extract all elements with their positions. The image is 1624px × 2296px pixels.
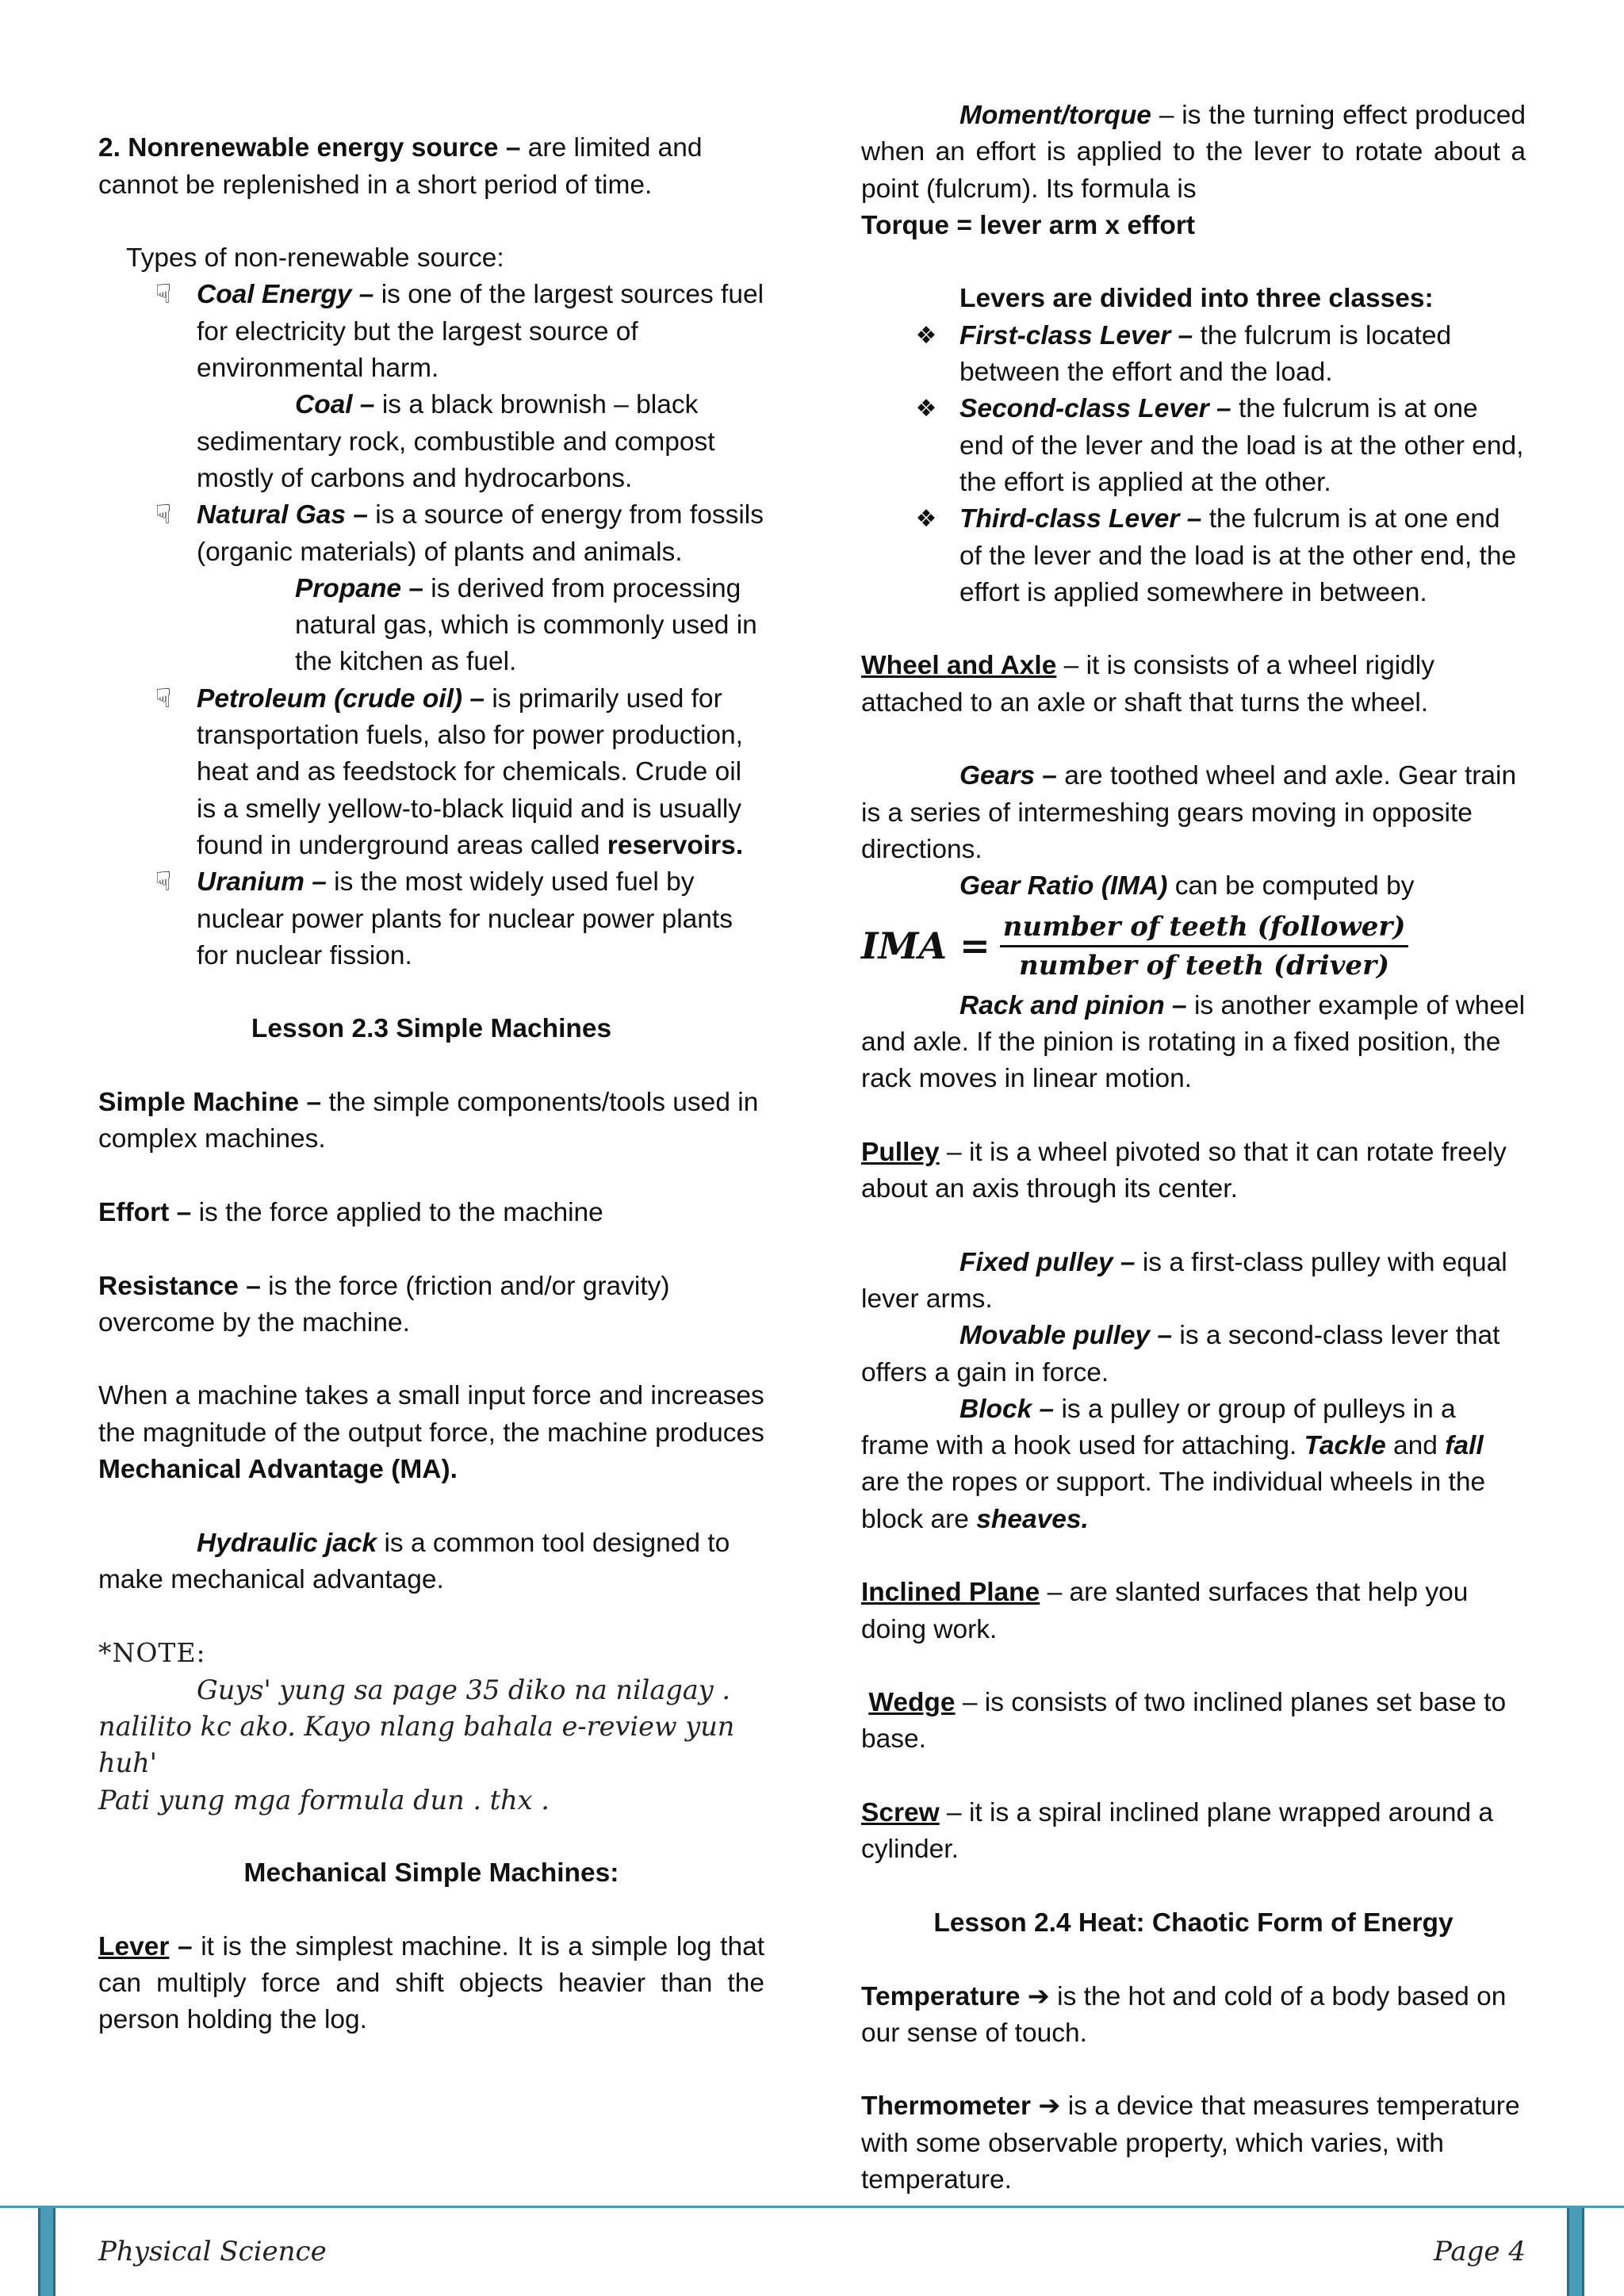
coal-subdefinition: Coal – is a black brownish – black sedimentary rock, combustible and compost mostly of carbons and hydrocarbons. — [197, 390, 715, 493]
list-item-third-class-lever: ❖ Third-class Lever – the fulcrum is at one end of the lever and the load is at the other end, the effort is applied somewhere in between. — [861, 501, 1526, 611]
left-column — [98, 94, 764, 2039]
wheel-and-axle-definition: Wheel and Axle – it is consists of a wheel rigidly attached to an axle or shaft that turns the wheel. — [861, 651, 1434, 718]
right-arrow-icon: ➔ — [1027, 1981, 1050, 2011]
torque-definition: Moment/torque – is the turning effect produced when an effort is applied to the lever to rotate about a point (fulcrum). Its formula is — [861, 101, 1526, 204]
footer-right-bar — [1567, 2208, 1584, 2296]
equation-fraction — [1000, 909, 1409, 984]
note-line-1: Guys' yung sa page 35 diko na nilagay . — [197, 1674, 730, 1705]
pointing-hand-icon: ☟ — [155, 500, 172, 530]
mechanical-simple-machines-heading: Mechanical Simple Machines: — [243, 1858, 619, 1888]
block-definition: Block – is a pulley or group of pulleys in a frame with a hook used for attaching. Tackle and fall are the ropes or support. The individual wheels in the block are sheaves. — [861, 1394, 1486, 1534]
propane-subdefinition: Propane – is derived from processing natural gas, which is commonly used in the kitchen as fuel. — [295, 573, 757, 677]
fixed-pulley-definition: Fixed pulley – is a first-class pulley with equal lever arms. — [861, 1247, 1507, 1314]
inclined-plane-definition: Inclined Plane – are slanted surfaces that help you doing work. — [861, 1578, 1469, 1644]
hydraulic-jack-paragraph: Hydraulic jack is a common tool designed to make mechanical advantage. — [98, 1528, 730, 1594]
movable-pulley-definition: Movable pulley – is a second-class lever that offers a gain in force. — [861, 1321, 1500, 1387]
list-item-uranium: ☟ Uranium – is the most widely used fuel by nuclear power plants for nuclear power plants for nuclear fission. — [98, 864, 764, 974]
pointing-hand-icon: ☟ — [155, 867, 172, 897]
right-arrow-icon: ➔ — [1038, 2091, 1061, 2122]
list-item-second-class-lever: ❖ Second-class Lever – the fulcrum is at one end of the lever and the load is at the other end, the effort is applied at the other. — [861, 391, 1526, 501]
resistance-definition: Resistance – is the force (friction and/or gravity) overcome by the machine. — [98, 1271, 670, 1337]
torque-formula: Torque = lever arm x effort — [861, 210, 1196, 240]
mechanical-advantage-paragraph: When a machine takes a small input force and increases the magnitude of the output force, the machine produces Mechanical Advantage (MA). — [98, 1381, 764, 1484]
lever-classes-heading: Levers are divided into three classes: — [959, 284, 1434, 314]
thermometer-definition: Thermometer ➔ is a device that measures temperature with some observable property, which varies, with temperature. — [861, 2091, 1520, 2195]
note-label: *NOTE: — [98, 1637, 206, 1669]
nonrenewable-definition: 2. Nonrenewable energy source – are limited and cannot be replenished in a short period of time. — [98, 133, 703, 200]
pointing-hand-icon: ☟ — [155, 280, 172, 310]
four-diamond-bullet-icon: ❖ — [915, 322, 937, 349]
list-item-petroleum: ☟ Petroleum (crude oil) – is primarily used for transportation fuels, also for power production, heat and as feedstock for chemicals. Crude oil is a smelly yellow-to-black liquid and is usually found in underground areas called reservoirs. — [98, 681, 764, 864]
simple-machine-definition: Simple Machine – the simple components/tools used in complex machines. — [98, 1088, 759, 1154]
list-item-natural-gas: ☟ Natural Gas – is a source of energy from fossils (organic materials) of plants and animals. — [98, 497, 764, 571]
right-column — [861, 98, 1526, 2198]
pointing-hand-icon: ☟ — [155, 683, 172, 714]
footer-left-bar — [38, 2208, 56, 2296]
screw-definition: Screw – it is a spiral inclined plane wrapped around a cylinder. — [861, 1798, 1494, 1865]
gears-definition: Gears – are toothed wheel and axle. Gear train is a series of intermeshing gears moving in opposite directions. — [861, 761, 1517, 864]
pulley-definition: Pulley – it is a wheel pivoted so that it can rotate freely about an axis through its center. — [861, 1137, 1507, 1204]
four-diamond-bullet-icon: ❖ — [915, 506, 937, 533]
footer-rule — [0, 2206, 1624, 2208]
effort-definition: Effort – is the force applied to the machine — [98, 1197, 603, 1227]
note-line-3: Pati yung mga formula dun . thx . — [98, 1784, 550, 1816]
lesson-2-3-heading: Lesson 2.3 Simple Machines — [251, 1014, 612, 1044]
list-item-coal: ☟ Coal Energy – is one of the largest sources fuel for electricity but the largest source of environmental harm. — [98, 277, 764, 387]
four-diamond-bullet-icon: ❖ — [915, 396, 937, 423]
gear-ratio-equation — [861, 905, 1526, 988]
rack-and-pinion-definition: Rack and pinion – is another example of wheel and axle. If the pinion is rotating in a fixed position, the rack moves in linear motion. — [861, 990, 1526, 1094]
note-line-2: nalilito kc ako. Kayo nlang bahala e-review yun huh' — [98, 1711, 735, 1779]
gear-ratio-line: Gear Ratio (IMA) can be computed by — [959, 871, 1415, 901]
wedge-definition: Wedge – is consists of two inclined planes set base to base. — [861, 1688, 1507, 1755]
lever-definition: Lever – it is the simplest machine. It is a simple log that can multiply force and shift objects heavier than the person holding the log. — [98, 1931, 765, 2035]
footer-page-number: Page 4 — [1434, 2236, 1526, 2267]
list-item-first-class-lever: ❖ First-class Lever – the fulcrum is located between the effort and the load. — [861, 318, 1526, 392]
footer-subject: Physical Science — [98, 2236, 327, 2267]
temperature-definition: Temperature ➔ is the hot and cold of a body based on our sense of touch. — [861, 1981, 1507, 2048]
types-heading: Types of non-renewable source: — [126, 243, 504, 274]
lesson-2-4-heading: Lesson 2.4 Heat: Chaotic Form of Energy — [933, 1908, 1454, 1938]
equation-denominator: number of teeth (driver) — [1019, 950, 1390, 982]
equation-lhs: IMA = — [861, 924, 990, 968]
equation-numerator: number of teeth (follower) — [1000, 909, 1409, 947]
